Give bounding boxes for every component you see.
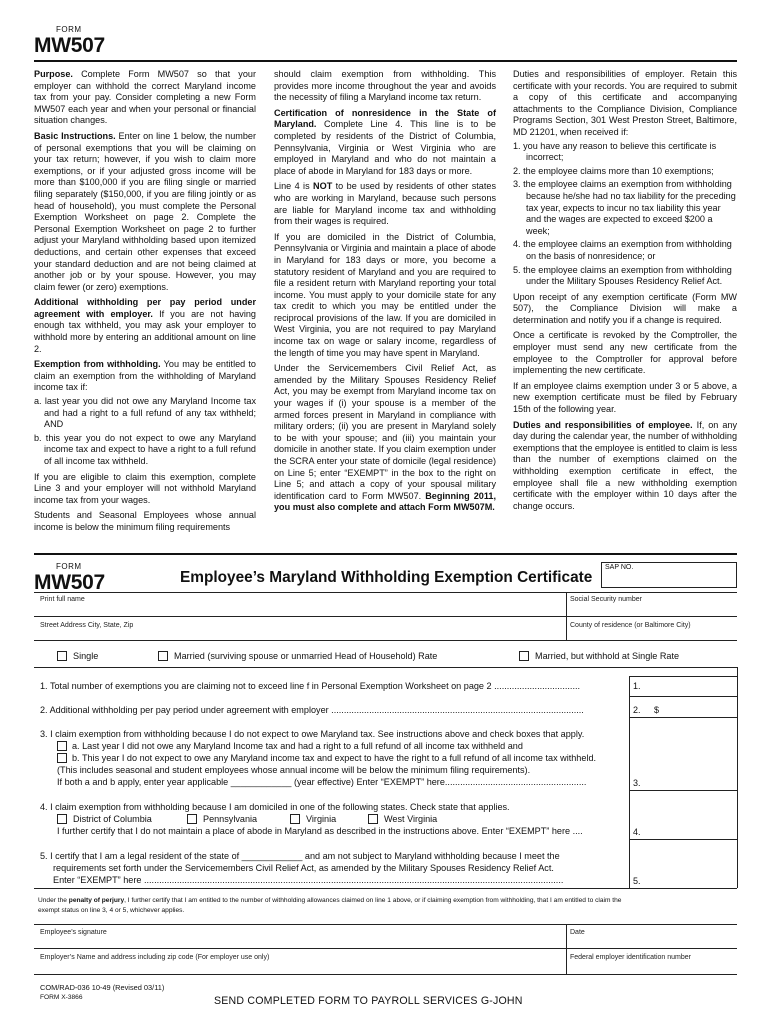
address-label: Street Address City, State, Zip: [40, 622, 134, 629]
section-divider: [34, 553, 737, 555]
ssn-field[interactable]: [566, 592, 737, 616]
cert-heading: Certification of nonresidence in the State of Maryland.: [274, 107, 496, 130]
basic-heading: Basic Instructions.: [34, 130, 116, 141]
line-4-box-number: 4.: [633, 827, 641, 837]
lines-section-bottom: [34, 888, 737, 889]
employer-label: Employer’s Name and address including zip code (For employer use only): [40, 954, 270, 961]
line-3b-checkbox[interactable]: [57, 753, 67, 763]
employer-duty-item: 3. the employee claims an exemption from withholding because he/she had no tax liability for the preceding tax year, expects to incur no tax liability this year and the wages are expected to exceed $200 a week;: [513, 179, 736, 236]
eligible-text: If you are eligible to claim this exemption, complete Line 3 and your employer will not withhold Maryland income tax from your wages.: [34, 471, 256, 505]
form-code: COM/RAD-036 10-49 (Revised 03/11): [40, 983, 165, 992]
line-1-text: [40, 681, 580, 692]
line-4-certify-text: [57, 826, 583, 837]
sap-number-label: SAP NO.: [605, 564, 634, 571]
line-4-text: 4. I claim exemption from withholding because I am domiciled in one of the following states. Check state that applies.: [40, 802, 510, 812]
line-3a-checkbox[interactable]: [57, 741, 67, 751]
line-2-additional-withholding-input[interactable]: [629, 697, 737, 717]
line-5-text: 5. I certify that I am a legal resident of the state of ____________ and am not subject to Maryland withholding because I meet the: [40, 851, 560, 861]
employer-duty-item: 1. you have any reason to believe this certificate is incorrect;: [513, 140, 717, 163]
dc-label: District of Columbia: [73, 814, 152, 824]
col2-intro: should claim exemption from withholding. This provides more income throughout the year and avoids the necessity of filing a Maryland income tax return.: [274, 69, 496, 103]
line-5-exempt-label: Enter “EXEMPT” here: [53, 875, 142, 885]
line-3-note: (This includes seasonal and student employees whose annual income will be below the minimum filing requirements).: [57, 765, 531, 775]
pennsylvania-checkbox[interactable]: [187, 814, 197, 824]
form-label: FORM: [56, 25, 82, 34]
line-1-label: 1. Total number of exemptions you are claiming not to exceed line f in Personal Exemption Worksheet on page 2: [40, 681, 492, 691]
sap-number-field[interactable]: [601, 562, 737, 588]
date-label: Date: [570, 929, 585, 936]
exemption-item-b: b. this year you do not expect to owe any Maryland income tax and expect to have a right to a full refund of all income tax withheld.: [34, 432, 256, 466]
line-3a-text: a. Last year I did not owe any Maryland Income tax and had a right to a full refund of all income tax withheld and: [72, 741, 523, 751]
employer-duty-item: 4. the employee claims an exemption from withholding on the basis of nonresidence; or: [513, 239, 732, 261]
send-instruction: SEND COMPLETED FORM TO PAYROLL SERVICES G-JOHN: [214, 995, 523, 1007]
line-5-dots: ......................................................................................................................................................................: [141, 875, 564, 885]
line-1-box-number: 1.: [633, 681, 641, 691]
employee-duties-text: If, on any day during the calendar year, the number of withholding exemptions that the employee is entitled to claim is less than the number of exemptions claimed on the withholding exemption certificate in effect, the employee shall file a new withholding exemption certificate with the employer within 10 days after the change occurs.: [513, 419, 738, 511]
single-label: Single: [73, 651, 99, 661]
line-5-box-number: 5.: [633, 876, 641, 886]
scra-text: Under the Servicemembers Civil Relief Act, as amended by the Military Spouses Residency Relief Act, you may be exempt from Maryland income tax on your wages if (i) your spouse is a member of the armed forces present in Maryland in compliance with military orders; (ii) you are present in Maryland solely to be with your spouse; and (iii) you maintain your domicile in another state. If you claim exemption under the SCRA enter your state of domicile (legal residence) on Line 5; enter “EXEMPT” in the box to the right on Line 5; and attach a copy of your spousal military identification card to Form MW507.: [274, 363, 496, 501]
certificate-title: Employee’s Maryland Withholding Exemption Certificate: [180, 569, 593, 586]
exemption-heading: Exemption from withholding.: [34, 359, 161, 370]
single-checkbox[interactable]: [57, 651, 67, 661]
full-name-field[interactable]: [34, 592, 566, 616]
line-4-exempt-input[interactable]: [629, 819, 737, 839]
fein-field[interactable]: [566, 948, 737, 974]
refile-text: If an employee claims exemption under 3 or 5 above, a new exemption certificate must be filed by February 15th of the following year.: [513, 380, 737, 415]
west-virginia-checkbox[interactable]: [368, 814, 378, 824]
line-4-box-bottom: [629, 839, 737, 840]
line-2-text: [40, 705, 584, 716]
line-1-dots: ..................................: [491, 681, 581, 691]
virginia-label: Virginia: [306, 814, 337, 824]
county-label: County of residence (or Baltimore City): [570, 622, 691, 629]
employer-row-bottom: [34, 974, 737, 975]
county-field[interactable]: [566, 616, 737, 640]
instructions-column-1: [34, 69, 256, 538]
exemption-item-a: a. last year you did not owe any Maryland Income tax and had a right to a full refund of any tax withheld; AND: [34, 396, 256, 430]
cert-text: Complete Line 4. This line is to be completed by residents of the District of Columbia, Pennsylvania, Virginia or West Virginia who are employed in Maryland and who do not maintain a place of abode in Maryland for 183 days or more.: [274, 119, 496, 176]
employer-duties-text: Duties and responsibilities of employer. Retain this certificate with your records. You are required to submit a copy of this certificate and accompanying attachments to the Compliance Division, Compliance Programs Section, 301 West Preston Street, Baltimore, MD 21201, when received if:: [513, 69, 737, 137]
employer-duty-item: 2. the employee claims more than 10 exemptions;: [513, 165, 714, 176]
line-3-box-bottom: [629, 790, 737, 791]
line-2-box-bottom: [629, 717, 737, 718]
certificate-form-label: FORM: [56, 562, 82, 571]
ssn-label: Social Security number: [570, 596, 642, 603]
form-number: MW507: [34, 34, 105, 57]
additional-text: If you are not having enough tax withheld, you may ask your employer to withhold more by entering an additional amount on line 2.: [34, 308, 256, 354]
line-5-exempt-input[interactable]: [629, 868, 737, 888]
date-field[interactable]: [566, 924, 737, 948]
line-1-exemptions-input[interactable]: [629, 676, 737, 696]
line4-note-a: Line 4 is: [274, 181, 314, 192]
address-field[interactable]: [34, 616, 566, 640]
married-single-rate-checkbox[interactable]: [519, 651, 529, 661]
perjury-statement: [38, 896, 621, 905]
west-virginia-label: West Virginia: [384, 814, 438, 824]
line-3-year-text: [57, 777, 586, 788]
pennsylvania-label: Pennsylvania: [203, 814, 258, 824]
signature-field[interactable]: [34, 924, 566, 948]
signature-label: Employee’s signature: [40, 929, 107, 936]
line-5-text-2: requirements set forth under the Servicemembers Civil Relief Act, as amended by the Military Spouses Residency Relief Act.: [53, 863, 554, 873]
line-3-text: 3. I claim exemption from withholding because I do not expect to owe Maryland tax. See instructions above and check boxes that apply.: [40, 729, 585, 739]
perjury-c: , I further certify that I am entitled to the number of withholding allowances claimed on line 1 above, or if claiming exemption from withholding, that I am entitled to claim the: [124, 897, 622, 904]
instructions-column-2: [274, 69, 496, 518]
certificate-form-number: MW507: [34, 571, 105, 594]
exemption-text: You may be entitled to claim an exemption from the withholding of Maryland income tax if:: [34, 359, 256, 393]
line-4-certify-label: I further certify that I do not maintain a place of abode in Maryland as described in the instructions above. Enter “EXEMPT” here: [57, 826, 571, 836]
fein-label: Federal employer identification number: [570, 954, 692, 961]
employee-duties-heading: Duties and responsibilities of employee.: [513, 419, 693, 430]
basic-text: Enter on line 1 below, the number of personal exemptions that you will be claiming on your tax return; however, if you wish to claim more exemptions, or if your adjusted gross income will be more than $100,000 if you are filing single or married filing separately ($150,000, if you are filing jointly or as head of household), you must complete the Personal Exemption Worksheet on page 2. Complete the Personal Exemption Worksheet on page 2 to further adjust your Maryland withholding based upon itemized deductions, and certain other expenses that exceed your standard deduction and are not being claimed at another job or by your spouse. However, you may claim fewer (or zero) exemptions.: [34, 130, 256, 292]
students-text: Students and Seasonal Employees whose annual income is below the minimum filing requirements: [34, 510, 256, 532]
virginia-checkbox[interactable]: [290, 814, 300, 824]
line-3-box-number: 3.: [633, 778, 641, 788]
perjury-a: Under the: [38, 897, 69, 904]
line4-note-b: to be used by residents of other states who are working in Maryland, because such persons are liable for Maryland income tax and withholding from their wages is required.: [274, 181, 496, 227]
purpose-text: Complete Form MW507 so that your employer can withhold the correct Maryland income tax from your pay. Consider completing a new Form MW507 each year and when your personal or financial situation changes.: [34, 69, 256, 126]
form-x-number: FORM X-3866: [40, 994, 83, 1001]
dc-checkbox[interactable]: [57, 814, 67, 824]
full-name-label: Print full name: [40, 596, 85, 603]
line-3-dots: ........................................................: [444, 777, 587, 787]
line-4-dots: ....: [570, 826, 583, 836]
instructions-column-3: [513, 69, 737, 516]
line-2-dots: ....................................................................................................: [328, 705, 584, 715]
married-single-rate-label: Married, but withhold at Single Rate: [535, 651, 680, 661]
receipt-text: Upon receipt of any exemption certificate (Form MW 507), the Compliance Division will make a determination and notify you if a change is required.: [513, 291, 737, 325]
additional-heading: Additional withholding per pay period under agreement with employer.: [34, 297, 256, 319]
perjury-statement-2: exempt status on line 3, 4 or 5, whichever applies.: [38, 907, 185, 914]
purpose-heading: Purpose.: [34, 69, 73, 79]
line-3b-text: b. This year I do not expect to owe any Maryland income tax and expect to have the right to a full refund of all income tax withheld.: [72, 753, 597, 763]
married-checkbox[interactable]: [158, 651, 168, 661]
perjury-bold: penalty of perjury: [68, 897, 125, 904]
line-5-text-3: [53, 875, 625, 886]
line-3-year-label: If both a and b apply, enter year applicable ____________ (year effective) Enter “EXEMPT” here: [57, 777, 445, 787]
domiciled-text: If you are domiciled in the District of Columbia, Pennsylvania or Virginia and maintain a place of abode in Maryland for 183 days or more, you become a statutory resident of Maryland and you are required to file a resident return with Maryland reporting your total income. You must apply to your domicile state for any tax credit to which you may be entitled under the reciprocal provisions of the law. If you are domiciled in West Virginia, you are not required to pay Maryland income tax on wage or salary income, regardless of the length of time you may have spent in Maryland.: [274, 231, 496, 358]
employer-name-field[interactable]: [34, 948, 566, 974]
status-row-bottom: [34, 667, 737, 668]
line-2-box-number: 2.: [633, 705, 641, 715]
line-3-exempt-input[interactable]: [629, 770, 737, 790]
married-label: Married (surviving spouse or unmarried Head of Household) Rate: [174, 651, 438, 661]
header-rule: [34, 60, 737, 62]
answer-column-right: [737, 667, 738, 888]
scra-bold: Beginning 2011, you must also complete and attach Form MW507M.: [274, 490, 496, 513]
line-2-currency: $: [654, 705, 660, 715]
line4-note-not: NOT: [313, 181, 333, 192]
address-row-bottom: [34, 640, 737, 641]
line-2-label: 2. Additional withholding per pay period under agreement with employer: [40, 705, 329, 715]
revoked-text: Once a certificate is revoked by the Comptroller, the employer must send any new certificate from the employee to the Comptroller for approval before implementing the new certificate.: [513, 330, 737, 376]
employer-duty-item: 5. the employee claims an exemption from withholding under the Military Spouses Residency Relief Act.: [513, 264, 732, 287]
